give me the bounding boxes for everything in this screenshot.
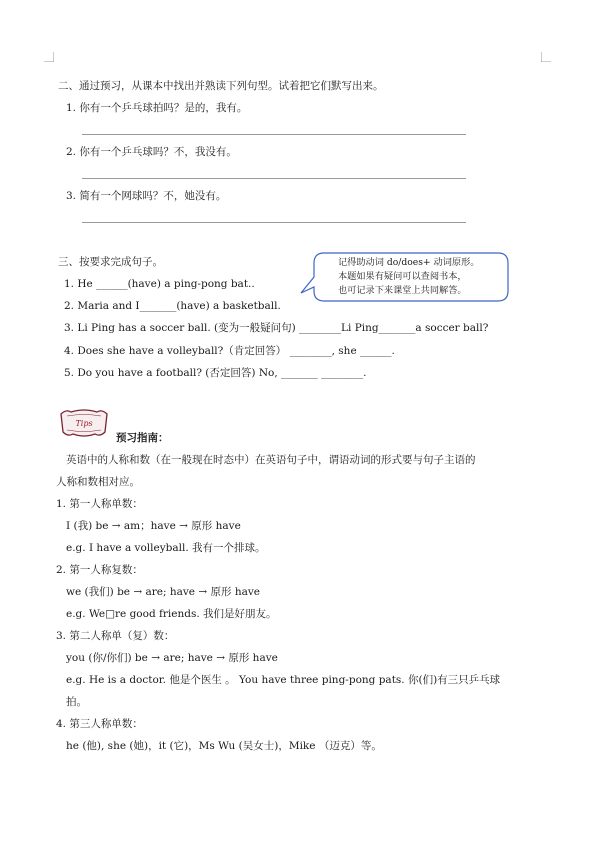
callout-line-3: 也可记录下来课堂上共同解答。	[338, 285, 467, 296]
section3-item-2: 2. Maria and I_______(have) a basketball.	[64, 300, 281, 312]
crop-mark-top-left	[44, 52, 54, 62]
guide-point-1-rule: I (我) be → am；have → 原形 have	[66, 520, 241, 532]
section2-item-1: 1. 你有一个乒乓球拍吗？是的，我有。	[66, 102, 248, 114]
section2-item-3: 3. 简有一个网球吗？不，她没有。	[66, 190, 227, 202]
section3-item-5: 5. Do you have a football? (否定回答) No, _______ ________.	[64, 367, 367, 379]
hint-callout	[300, 251, 512, 311]
guide-point-4-rule: he (他), she (她)，it (它)，Ms Wu (吴女士)，Mike （迈克）等。	[66, 740, 382, 752]
section3-heading: 三、按要求完成句子。	[58, 256, 163, 268]
answer-line-1[interactable]	[82, 134, 466, 135]
answer-line-2[interactable]	[82, 178, 466, 179]
guide-point-1-title: 1. 第一人称单数：	[56, 498, 143, 510]
guide-intro-line-1: 英语中的人称和数（在一般现在时态中）在英语句子中，谓语动词的形式要与句子主语的	[66, 454, 476, 466]
crop-mark-top-right	[541, 52, 551, 62]
section2-item-2: 2. 你有一个乒乓球吗？不，我没有。	[66, 146, 237, 158]
guide-point-2-title: 2. 第一人称复数：	[56, 564, 143, 576]
guide-point-3-example: e.g. He is a doctor. 他是个医生 。 You have three ping-pong pats. 你(们)有三只乒乓球	[66, 674, 501, 686]
guide-point-1-example: e.g. I have a volleyball. 我有一个排球。	[66, 542, 266, 554]
section2-heading: 二、通过预习，从课本中找出并熟读下列句型。试着把它们默写出来。	[58, 80, 384, 92]
section3-item-3: 3. Li Ping has a soccer ball. (变为一般疑问句) ________Li Ping_______a soccer ball?	[64, 322, 489, 334]
guide-point-3-rule: you (你/你们) be → are; have → 原形 have	[66, 652, 278, 664]
guide-point-2-example: e.g. We□re good friends. 我们是好朋友。	[66, 608, 277, 620]
guide-point-4-title: 4. 第三人称单数：	[56, 718, 143, 730]
callout-line-1: 记得助动词 do/does+ 动词原形。	[338, 257, 480, 268]
tips-badge	[58, 408, 110, 442]
section3-item-4: 4. Does she have a volleyball?（肯定回答） ________, she ______.	[64, 345, 395, 357]
callout-line-2: 本题如果有疑问可以查阅书本，	[338, 271, 467, 282]
guide-intro-line-2: 人称和数相对应。	[56, 476, 140, 488]
tips-badge-text: Tips	[75, 419, 93, 428]
guide-point-2-rule: we (我们) be → are; have → 原形 have	[66, 586, 260, 598]
section3-item-1: 1. He ______(have) a ping-pong bat..	[64, 278, 255, 290]
guide-point-3-title: 3. 第二人称单（复）数：	[56, 630, 175, 642]
tips-banner-icon	[58, 408, 110, 438]
tips-title: 预习指南：	[116, 432, 169, 444]
guide-point-3-example-cont: 拍。	[66, 696, 87, 708]
answer-line-3[interactable]	[82, 222, 466, 223]
